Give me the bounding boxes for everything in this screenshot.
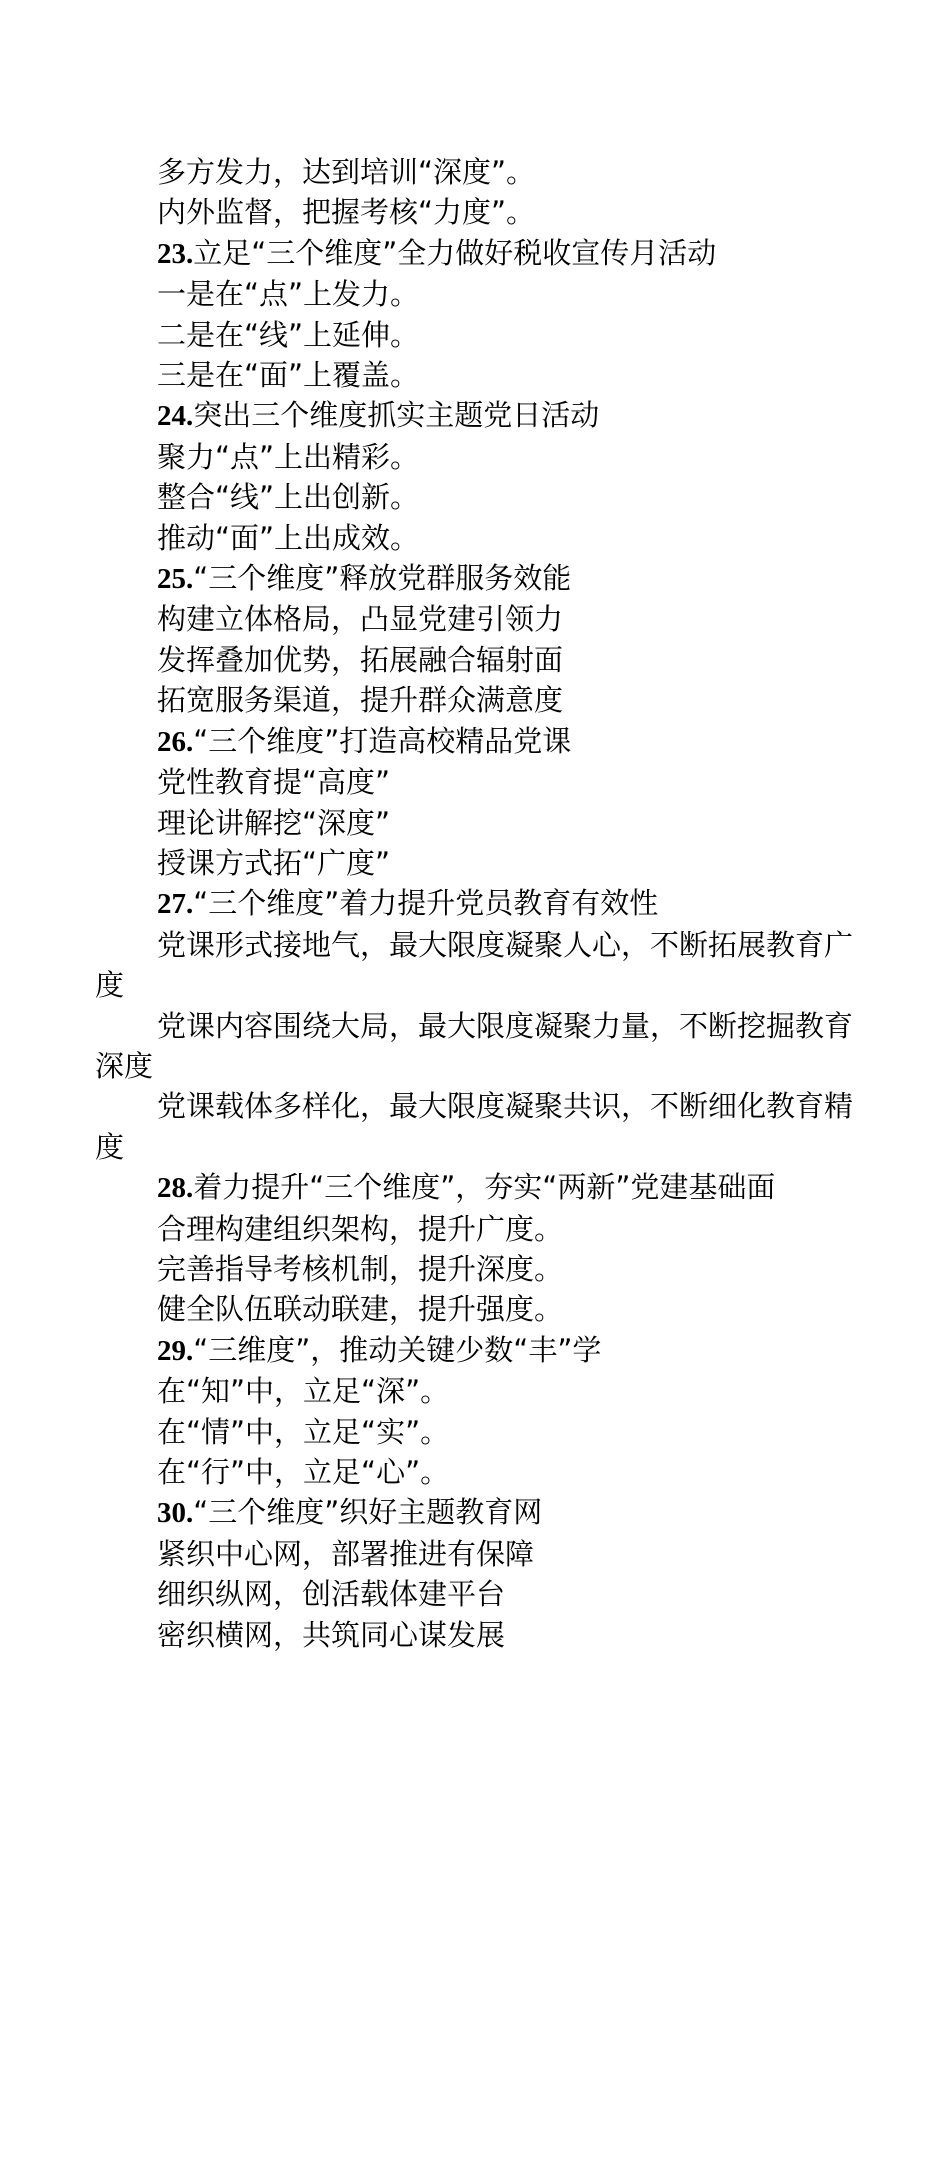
section-heading-text: “三个维度”织好主题教育网 — [193, 1495, 543, 1530]
list-item-text: 内外监督，把握考核“力度”。 — [157, 195, 536, 230]
list-item — [95, 518, 865, 558]
list-item — [95, 925, 865, 1006]
list-item — [95, 640, 865, 680]
section-heading — [95, 883, 865, 924]
list-item-text: 在“情”中，立足“实”。 — [157, 1414, 450, 1449]
list-item — [95, 355, 865, 395]
list-item-text: 健全队伍联动联建，提升强度。 — [157, 1292, 564, 1327]
section-number: 28. — [157, 1172, 194, 1205]
section-number: 25. — [157, 563, 194, 596]
section-heading — [95, 233, 865, 274]
list-item — [95, 803, 865, 843]
list-item-text: 细织纵网，创活载体建平台 — [157, 1577, 506, 1612]
list-item-text: 紧织中心网，部署推进有保障 — [157, 1536, 535, 1571]
section-heading-text: “三个维度”释放党群服务效能 — [193, 561, 572, 596]
section-heading — [95, 1492, 865, 1533]
list-item — [95, 437, 865, 477]
list-item — [95, 274, 865, 314]
list-item — [95, 1249, 865, 1289]
list-item-text: 拓宽服务渠道，提升群众满意度 — [157, 683, 564, 718]
list-item-text: 在“知”中，立足“深”。 — [157, 1374, 450, 1409]
list-item — [95, 1289, 865, 1329]
section-heading — [95, 558, 865, 599]
list-item — [95, 192, 865, 232]
list-item-text: 党性教育提“高度” — [157, 765, 391, 800]
list-item — [95, 1086, 865, 1167]
section-heading — [95, 1167, 865, 1208]
list-item-text: 理论讲解挖“深度” — [157, 805, 391, 840]
list-item — [95, 762, 865, 802]
section-heading-text: 着力提升“三个维度”，夯实“两新”党建基础面 — [193, 1170, 776, 1205]
section-heading — [95, 1330, 865, 1371]
section-heading-text: “三个维度”打造高校精品党课 — [193, 723, 572, 758]
list-item — [95, 152, 865, 192]
section-heading-text: “三维度”，推动关键少数“丰”学 — [193, 1332, 602, 1367]
list-item-text: 党课内容围绕大局，最大限度凝聚力量，不断挖掘教育深度 — [95, 1008, 854, 1083]
section-number: 27. — [157, 888, 194, 921]
list-item — [95, 680, 865, 720]
list-item-text: 聚力“点”上出精彩。 — [157, 439, 420, 474]
section-number: 30. — [157, 1497, 194, 1530]
list-item — [95, 1574, 865, 1614]
list-item-text: 完善指导考核机制，提升深度。 — [157, 1251, 564, 1286]
list-item-text: 一是在“点”上发力。 — [157, 277, 420, 312]
section-heading-text: 立足“三个维度”全力做好税收宣传月活动 — [193, 235, 717, 270]
list-item — [95, 843, 865, 883]
list-item-text: 党课载体多样化，最大限度凝聚共识，不断细化教育精度 — [95, 1089, 854, 1164]
list-item — [95, 315, 865, 355]
list-item — [95, 1534, 865, 1574]
list-item — [95, 599, 865, 639]
list-item — [95, 1412, 865, 1452]
list-item-text: 发挥叠加优势，拓展融合辐射面 — [157, 642, 564, 677]
section-number: 23. — [157, 237, 194, 270]
section-number: 29. — [157, 1334, 194, 1367]
list-item — [95, 1006, 865, 1087]
list-item-text: 构建立体格局，凸显党建引领力 — [157, 602, 564, 637]
list-item-text: 合理构建组织架构，提升广度。 — [157, 1211, 564, 1246]
list-item-text: 密织横网，共筑同心谋发展 — [157, 1617, 506, 1652]
list-item — [95, 1371, 865, 1411]
section-number: 24. — [157, 400, 194, 433]
document-body — [95, 152, 865, 1655]
section-heading-text: 突出三个维度抓实主题党日活动 — [193, 398, 600, 433]
section-number: 26. — [157, 725, 194, 758]
section-heading-text: “三个维度”着力提升党员教育有效性 — [193, 886, 659, 921]
list-item — [95, 1452, 865, 1492]
list-item-text: 党课形式接地气，最大限度凝聚人心，不断拓展教育广度 — [95, 927, 854, 1003]
section-heading — [95, 721, 865, 762]
section-heading — [95, 395, 865, 436]
list-item-text: 二是在“线”上延伸。 — [157, 317, 420, 352]
list-item — [95, 1615, 865, 1655]
list-item-text: 三是在“面”上覆盖。 — [157, 358, 420, 393]
list-item-text: 多方发力，达到培训“深度”。 — [157, 155, 536, 189]
list-item — [95, 1209, 865, 1249]
list-item-text: 授课方式拓“广度” — [157, 845, 391, 880]
list-item — [95, 477, 865, 517]
list-item-text: 在“行”中，立足“心”。 — [157, 1455, 450, 1489]
list-item-text: 推动“面”上出成效。 — [157, 520, 420, 555]
list-item-text: 整合“线”上出创新。 — [157, 480, 420, 515]
